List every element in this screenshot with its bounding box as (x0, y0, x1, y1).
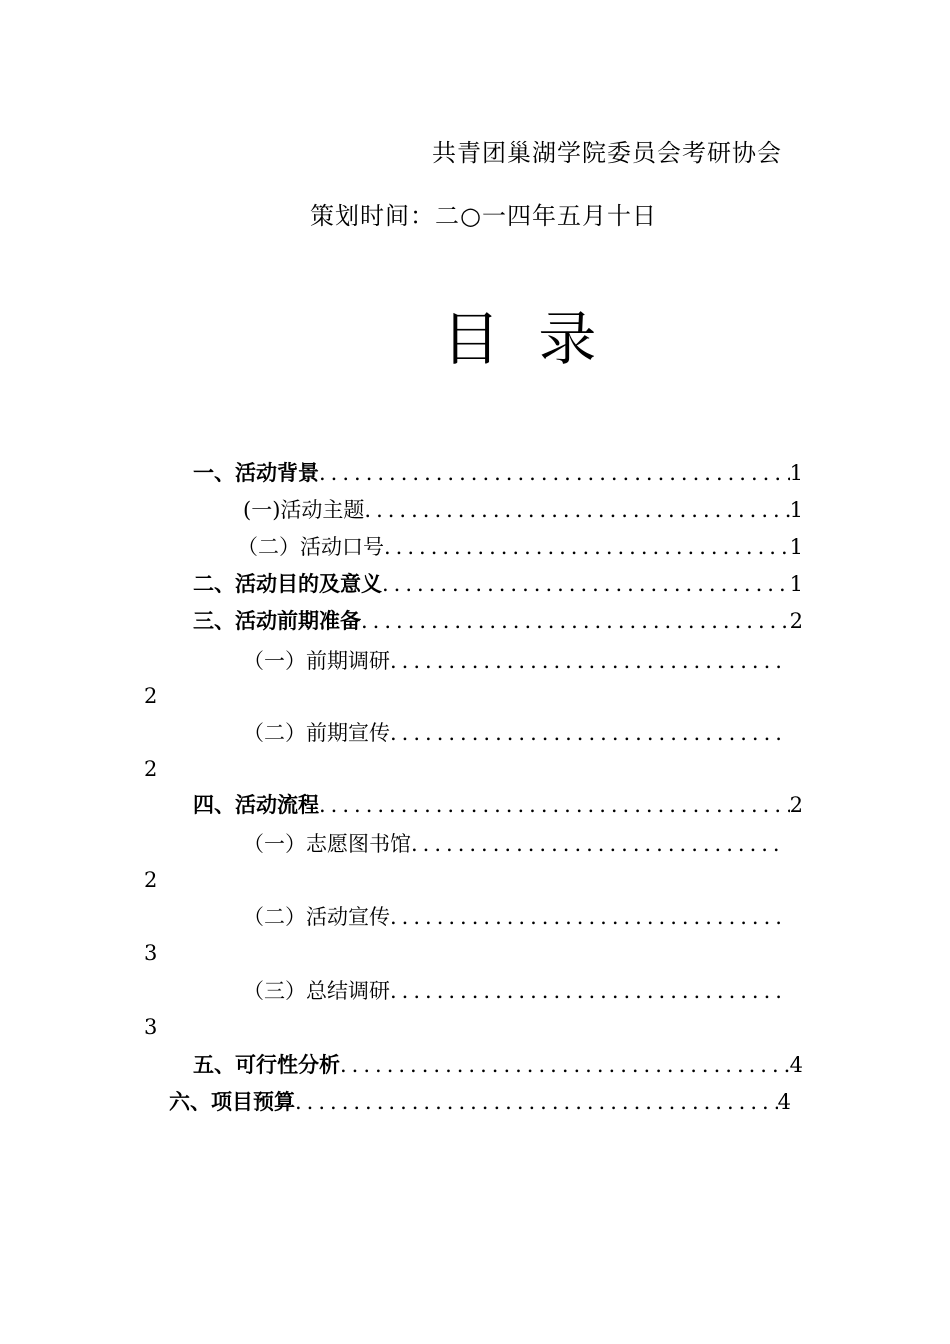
toc-entry-page: 2 (144, 868, 158, 892)
toc-leader-dots (361, 606, 790, 636)
toc-entry-page: 1 (789, 461, 803, 485)
toc-leader-dots (390, 718, 783, 748)
toc-entry[interactable] (237, 532, 803, 562)
toc-entry-page: 1 (789, 498, 803, 522)
toc-leader-dots (390, 976, 783, 1006)
toc-entry-label: 五、可行性分析 (193, 1053, 340, 1077)
toc-entry[interactable] (243, 718, 783, 748)
plan-date: 策划时间：二○一四年五月十日 (310, 202, 657, 230)
toc-entry[interactable] (243, 495, 803, 525)
organization-name: 共青团巢湖学院委员会考研协会 (432, 139, 782, 167)
toc-entry-label: （一）前期调研 (243, 649, 390, 673)
toc-leader-dots (384, 532, 790, 562)
toc-leader-dots (295, 1087, 778, 1117)
toc-leader-dots (364, 495, 789, 525)
toc-entry[interactable] (243, 829, 783, 859)
toc-entry-label: 三、活动前期准备 (193, 609, 361, 633)
toc-entry-page: 2 (144, 684, 158, 708)
toc-entry-page: 2 (789, 609, 803, 633)
toc-entry-label: 二、活动目的及意义 (193, 572, 382, 596)
toc-entry[interactable] (243, 902, 783, 932)
toc-entry[interactable] (169, 1087, 791, 1117)
toc-leader-dots (390, 646, 783, 676)
toc-entry-page: 1 (789, 535, 803, 559)
toc-entry-label: （一）志愿图书馆 (243, 832, 411, 856)
toc-entry[interactable] (243, 976, 783, 1006)
toc-entry-page: 4 (777, 1090, 791, 1114)
toc-entry-label: （二）活动宣传 (243, 905, 390, 929)
toc-leader-dots (319, 458, 790, 488)
toc-title: 目 录 (442, 305, 597, 373)
toc-leader-dots (319, 790, 790, 820)
toc-entry[interactable] (193, 1050, 803, 1080)
toc-entry[interactable] (193, 458, 803, 488)
toc-entry[interactable] (193, 569, 803, 599)
toc-entry-label: （三）总结调研 (243, 979, 390, 1003)
toc-entry-page: 3 (144, 941, 158, 965)
toc-entry-page: 2 (789, 793, 803, 817)
toc-entry[interactable] (193, 606, 803, 636)
toc-entry-page: 2 (144, 757, 158, 781)
toc-leader-dots (390, 902, 783, 932)
toc-leader-dots (411, 829, 783, 859)
toc-entry-page: 1 (789, 572, 803, 596)
toc-entry-page: 3 (144, 1015, 158, 1039)
toc-entry-label: (一)活动主题 (243, 498, 365, 522)
toc-leader-dots (382, 569, 790, 599)
toc-entry-label: （二）前期宣传 (243, 721, 390, 745)
toc-leader-dots (340, 1050, 790, 1080)
toc-entry-label: 四、活动流程 (193, 793, 319, 817)
toc-entry-label: （二）活动口号 (237, 535, 384, 559)
toc-entry[interactable] (193, 790, 803, 820)
toc-entry-label: 一、活动背景 (193, 461, 319, 485)
toc-entry-page: 4 (789, 1053, 803, 1077)
toc-entry-label: 六、项目预算 (169, 1090, 295, 1114)
toc-entry[interactable] (243, 646, 783, 676)
